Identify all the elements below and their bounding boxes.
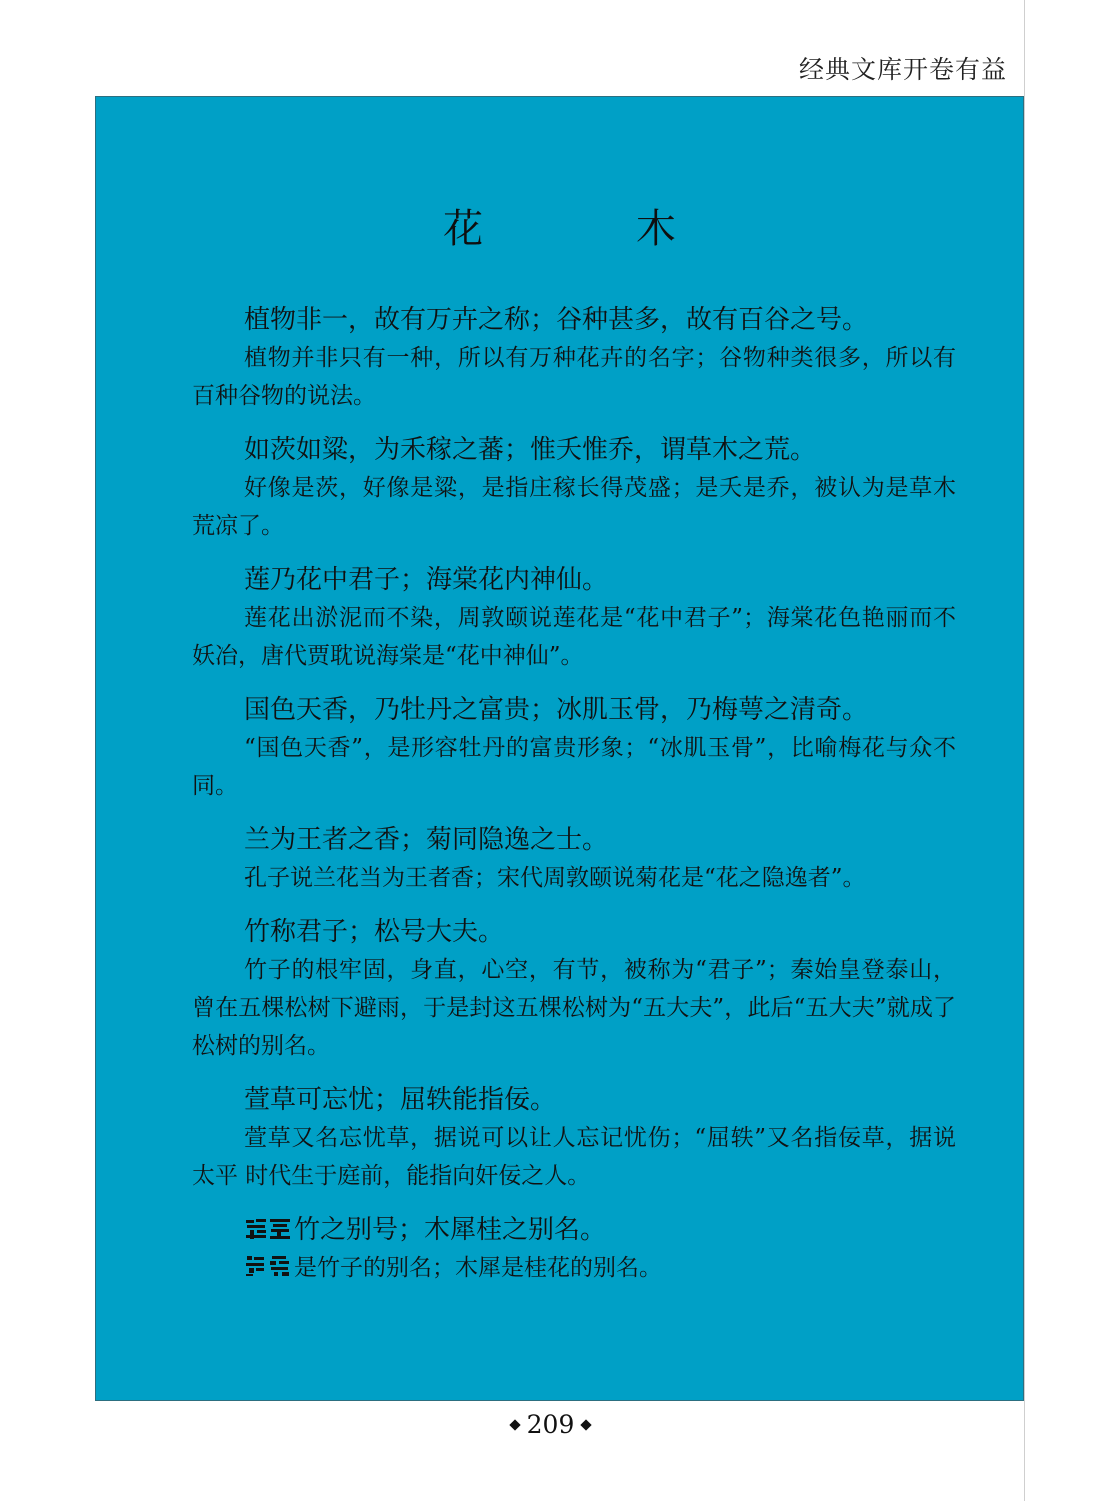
entry-verse: 如茨如粱，为禾稼之蕃；惟夭惟乔，谓草木之荒。 bbox=[244, 435, 817, 465]
entry-verse: 竹之别号；木犀桂之别名。 bbox=[294, 1215, 607, 1245]
entry-verse: 植物非一，故有万卉之称；谷种甚多，故有百谷之号。 bbox=[244, 305, 869, 335]
entry-verse-with-glyph bbox=[192, 1211, 956, 1249]
content-panel bbox=[95, 96, 1024, 1401]
entry bbox=[192, 431, 956, 545]
page-title: 花 木 bbox=[443, 206, 746, 252]
entry-verse: 竹称君子；松号大夫。 bbox=[244, 917, 505, 947]
missing-glyph-icon bbox=[244, 1217, 294, 1241]
entry bbox=[192, 821, 956, 897]
entry-gloss: 好像是茨，好像是粱，是指庄稼长得茂盛；是夭是乔，被认为是草木荒凉了。 bbox=[192, 475, 956, 539]
entry-gloss: 莲花出淤泥而不染，周敦颐说莲花是“花中君子”；海棠花色艳丽而不妖冶，唐代贾耽说海棠是“花中神仙”。 bbox=[192, 605, 956, 669]
entry-gloss: “国色天香”，是形容牡丹的富贵形象；“冰肌玉骨”，比喻梅花与众不同。 bbox=[192, 735, 956, 799]
entry bbox=[192, 1081, 956, 1195]
page-edge-rule bbox=[1024, 0, 1025, 1501]
entry bbox=[192, 913, 956, 1065]
page-number: 209 bbox=[526, 1410, 575, 1439]
entry-verse: 兰为王者之香；菊同隐逸之士。 bbox=[244, 825, 609, 855]
entry bbox=[192, 691, 956, 805]
entry-gloss: 萱草又名忘忧草，据说可以让人忘记忧伤；“屈轶”又名指佞草，据说太平 时代生于庭前，能指向奸佞之人。 bbox=[192, 1125, 956, 1189]
diamond-icon bbox=[581, 1419, 592, 1430]
entry bbox=[192, 1211, 956, 1287]
entry-verse: 莲乃花中君子；海棠花内神仙。 bbox=[244, 565, 609, 595]
page-footer bbox=[0, 1410, 1101, 1439]
entry-verse: 国色天香，乃牡丹之富贵；冰肌玉骨，乃梅萼之清奇。 bbox=[244, 695, 869, 725]
missing-glyph-icon bbox=[244, 1254, 294, 1278]
entry-gloss: 是竹子的别名；木犀是桂花的别名。 bbox=[294, 1255, 662, 1281]
entry-gloss: 植物并非只有一种，所以有万种花卉的名字；谷物种类很多，所以有百种谷物的说法。 bbox=[192, 345, 956, 409]
running-head: 经典文库开卷有益 bbox=[798, 55, 1007, 84]
entry-gloss: 孔子说兰花当为王者香；宋代周敦颐说菊花是“花之隐逸者”。 bbox=[244, 865, 866, 891]
entry bbox=[192, 561, 956, 675]
entries-list bbox=[192, 301, 956, 1303]
entry-verse: 萱草可忘忧；屈轶能指佞。 bbox=[244, 1085, 557, 1115]
entry bbox=[192, 301, 956, 415]
entry-gloss: 竹子的根牢固，身直，心空，有节，被称为“君子”；秦始皇登泰山，曾在五棵松树下避雨，于是封这五棵松树为“五大夫”，此后“五大夫”就成了松树的别名。 bbox=[192, 957, 956, 1059]
diamond-icon bbox=[509, 1419, 520, 1430]
entry-gloss-with-glyph bbox=[192, 1249, 956, 1287]
